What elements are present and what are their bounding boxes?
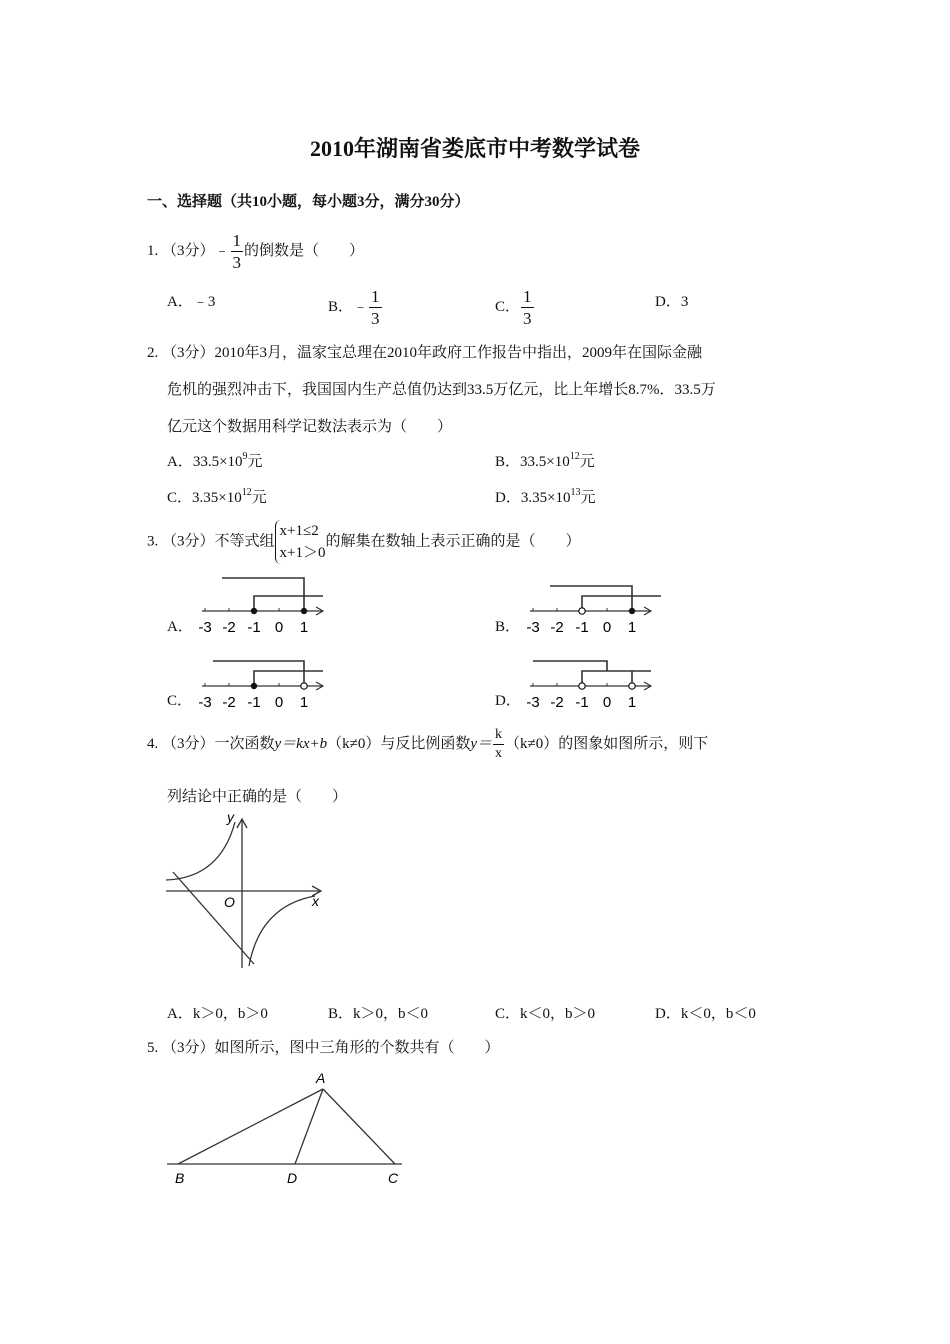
tick-label: -1 (247, 694, 261, 711)
q1-fraction (231, 232, 244, 271)
vertex-b-label: B (175, 1170, 185, 1186)
tick-label: 1 (627, 619, 637, 636)
q4-cond-2: （k≠0） (505, 735, 559, 752)
q3-number: 3. (147, 533, 159, 550)
question-2-line-1 (147, 343, 702, 363)
solution-bracket (222, 578, 304, 611)
q1-option-c-fraction (521, 288, 534, 327)
q4-line2: 列结论中正确的是（ ） (167, 789, 348, 805)
tick-label: -1 (247, 619, 261, 636)
tick-label: -1 (575, 694, 589, 711)
q3-pre: （3分）不等式组 (162, 533, 275, 550)
q3-inequality-system (275, 520, 326, 564)
q1-frac-num: 1 (232, 231, 242, 250)
q1-b-frac-den: 3 (371, 309, 380, 328)
q4-pre: （3分）一次函数 (162, 735, 275, 752)
tick-label: -2 (550, 694, 564, 711)
q3-option-d-number-line[interactable] (523, 657, 663, 711)
q2-d-unit: 元 (580, 490, 596, 506)
q2-a-exp: 9 (242, 451, 248, 462)
q1-stem: 的倒数是（ ） (244, 242, 365, 259)
q1-option-a[interactable]: A．﹣3 (167, 294, 216, 310)
open-dot (579, 683, 585, 689)
page-title: 2010年湖南省娄底市中考数学试卷 (309, 136, 640, 161)
tick-label: -2 (222, 694, 236, 711)
q3-option-a-number-line[interactable] (195, 574, 335, 636)
q4-option-b[interactable]: B．k＞0，b＜0 (328, 1006, 429, 1022)
q4-number: 4. (147, 735, 159, 752)
tick-label: -3 (198, 619, 212, 636)
question-3 (147, 520, 581, 564)
question-5 (147, 1038, 500, 1058)
solution-bracket (254, 671, 323, 686)
open-dot (629, 683, 635, 689)
q3-option-c-label[interactable]: C． (167, 693, 193, 709)
solution-bracket (213, 661, 304, 686)
solution-bracket (582, 671, 651, 686)
section-heading: 一、选择题（共10小题，每小题3分，满分30分） (147, 194, 470, 210)
q4-frac-num: k (493, 728, 504, 745)
q4-option-d[interactable]: D．k＜0，b＜0 (655, 1006, 756, 1022)
q2-number: 2. (147, 345, 159, 361)
q4-post: 的图象如图所示，则下 (558, 735, 709, 752)
q4-cond-1: （k≠0） (327, 735, 381, 752)
closed-dot (629, 608, 635, 614)
q2-line1: （3分）2010年3月，温家宝总理在2010年政府工作报告中指出，2009年在国际金融 (162, 345, 703, 361)
tick-label: 1 (299, 694, 309, 711)
q2-b-exp: 12 (569, 451, 580, 462)
closed-dot (301, 608, 307, 614)
x-axis-label: x (312, 893, 319, 909)
q4-option-a[interactable]: A．k＞0，b＞0 (167, 1006, 268, 1022)
origin-label: O (224, 894, 235, 910)
q2-c-exp: 12 (241, 487, 252, 498)
tick-label: 0 (274, 694, 284, 711)
q2-line3: 亿元这个数据用科学记数法表示为（ ） (167, 419, 453, 435)
tick-label: 0 (274, 619, 284, 636)
q1-c-frac-den: 3 (523, 309, 532, 328)
q3-post: 的解集在数轴上表示正确的是（ ） (325, 533, 581, 550)
q2-option-a[interactable] (167, 452, 263, 472)
q1-score: （3分） (162, 242, 215, 259)
q4-frac-den: x (495, 746, 503, 761)
hyperbola-branch-lower (249, 896, 315, 966)
q2-a-unit: 元 (247, 454, 263, 470)
q3-option-b-number-line[interactable] (523, 582, 663, 636)
q1-option-b-fraction (369, 288, 382, 327)
q3-option-b-label[interactable]: B． (495, 619, 521, 635)
q4-option-c[interactable]: C．k＜0，b＞0 (495, 1006, 596, 1022)
q2-c-unit: 元 (251, 490, 267, 506)
q4-mid: 与反比例函数 (380, 735, 471, 752)
solution-bracket (550, 586, 632, 611)
q2-option-c[interactable] (167, 488, 267, 508)
q1-option-c[interactable] (495, 288, 535, 327)
q2-b-unit: 元 (579, 454, 595, 470)
q4-linear-function: y＝kx+b (274, 735, 328, 752)
q3-ineq-1: x+1≤2 (279, 523, 319, 539)
q2-a-base: A．33.5×10 (167, 454, 243, 470)
q2-d-exp: 13 (570, 487, 581, 498)
hyperbola-branch-upper (166, 822, 235, 880)
y-axis-label: y (227, 809, 234, 825)
q2-d-base: D．3.35×10 (495, 490, 571, 506)
q2-option-b[interactable] (495, 452, 595, 472)
q3-option-c-number-line[interactable] (195, 657, 335, 711)
q3-option-a-label[interactable]: A． (167, 619, 193, 635)
open-dot (579, 608, 585, 614)
segment-ab (178, 1089, 323, 1164)
vertex-a-label: A (316, 1070, 326, 1086)
solution-bracket (254, 596, 323, 611)
solution-bracket (533, 661, 607, 671)
q4-inverse-function: y＝ (470, 735, 493, 752)
question-1 (147, 232, 364, 271)
q1-b-frac-num: 1 (371, 287, 380, 306)
tick-label: -3 (526, 619, 540, 636)
closed-dot (251, 683, 257, 689)
q1-frac-den: 3 (232, 253, 242, 272)
tick-label: 1 (627, 694, 637, 711)
q1-minus: ﹣ (214, 242, 230, 259)
open-dot (301, 683, 307, 689)
tick-label: -3 (198, 694, 212, 711)
q1-option-b-label: B．﹣ (328, 298, 369, 315)
tick-label: -2 (222, 619, 236, 636)
tick-label: 0 (602, 694, 612, 711)
segment-ac (323, 1089, 395, 1164)
solution-bracket (582, 596, 661, 611)
q3-ineq-2: x+1＞0 (279, 545, 326, 561)
q1-option-b[interactable] (328, 288, 383, 327)
tick-label: -2 (550, 619, 564, 636)
tick-label: 1 (299, 619, 309, 636)
tick-label: 0 (602, 619, 612, 636)
closed-dot (251, 608, 257, 614)
q2-line2: 危机的强烈冲击下，我国国内生产总值仍达到33.5万亿元，比上年增长8.7%．33.5万 (167, 382, 716, 398)
q3-option-d-label[interactable]: D． (495, 693, 521, 709)
q1-number: 1. (147, 242, 159, 259)
q1-option-d[interactable]: D．3 (655, 294, 689, 310)
vertex-d-label: D (287, 1170, 298, 1186)
q5-stem: （3分）如图所示，图中三角形的个数共有（ ） (162, 1040, 500, 1056)
q2-c-base: C．3.35×10 (167, 490, 242, 506)
q4-fraction (493, 728, 504, 761)
tick-label: -1 (575, 619, 589, 636)
q5-number: 5. (147, 1040, 159, 1056)
segment-ad (295, 1089, 323, 1164)
q4-graph (160, 808, 335, 976)
vertex-c-label: C (388, 1170, 399, 1186)
question-4 (147, 728, 708, 761)
tick-label: -3 (526, 694, 540, 711)
q5-triangle-figure (160, 1066, 410, 1194)
q2-b-base: B．33.5×10 (495, 454, 570, 470)
q1-option-c-label: C． (495, 298, 521, 315)
q2-option-d[interactable] (495, 488, 596, 508)
q1-c-frac-num: 1 (523, 287, 532, 306)
